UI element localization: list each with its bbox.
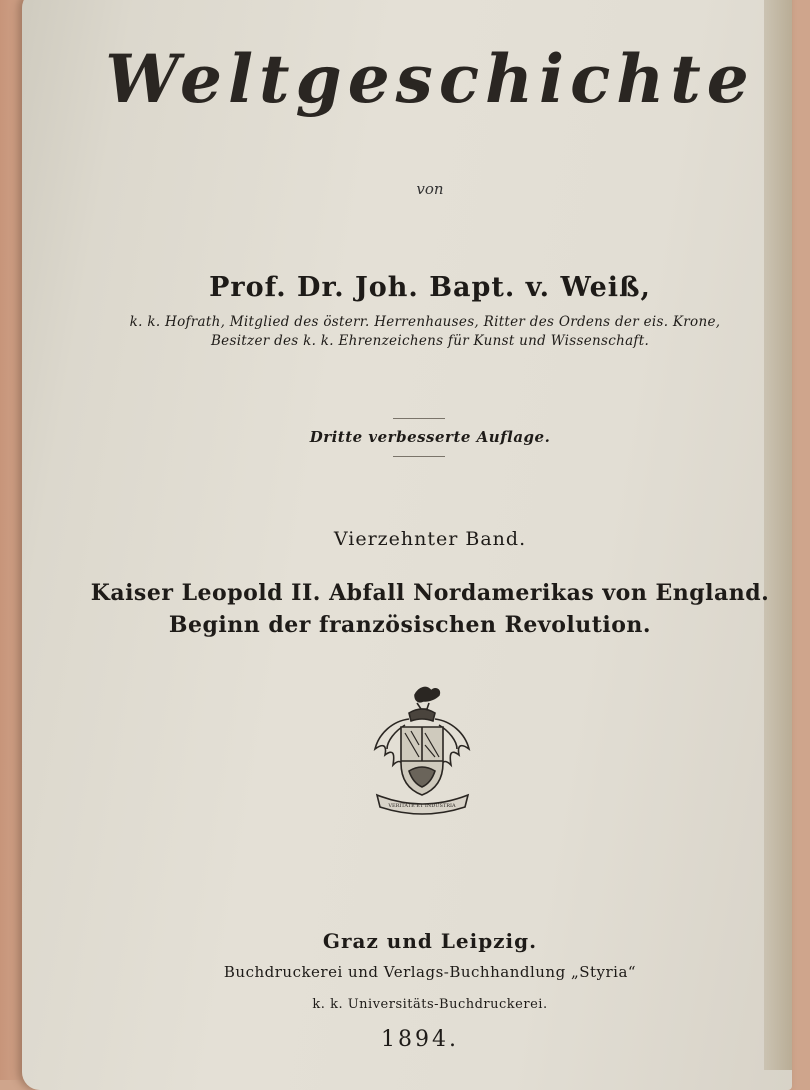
edition-line: Dritte verbesserte Auflage.: [309, 428, 551, 446]
subtitle-line2: Beginn der französischen Revolution.: [168, 612, 652, 638]
book-title: Weltgeschichte: [105, 40, 755, 118]
printer-line: k. k. Universitäts-Buchdruckerei.: [312, 997, 548, 1012]
svg-text:VERITATE ET INDUSTRIA: VERITATE ET INDUSTRIA: [388, 803, 456, 809]
author-titles-line1: k. k. Hofrath, Mitglied des österr. Herrenhauses, Ritter des Ordens der eis. Krone,: [129, 314, 721, 330]
divider-bottom: [393, 456, 445, 457]
publisher-emblem-icon: [365, 683, 480, 818]
publisher-line: Buchdruckerei und Verlags-Buchhandlung „Styria“: [223, 963, 637, 981]
publication-year: 1894.: [381, 1027, 459, 1052]
volume-line: Vierzehnter Band.: [333, 528, 527, 550]
author-name: Prof. Dr. Joh. Bapt. v. Weiß,: [209, 272, 651, 303]
author-titles-line2: Besitzer des k. k. Ehrenzeichens für Kunst und Wissenschaft.: [210, 333, 650, 349]
by-word: von: [416, 180, 444, 198]
place-line: Graz und Leipzig.: [322, 929, 538, 953]
divider-top: [393, 418, 445, 419]
subtitle-line1: Kaiser Leopold II. Abfall Nordamerikas von England.: [90, 580, 770, 606]
